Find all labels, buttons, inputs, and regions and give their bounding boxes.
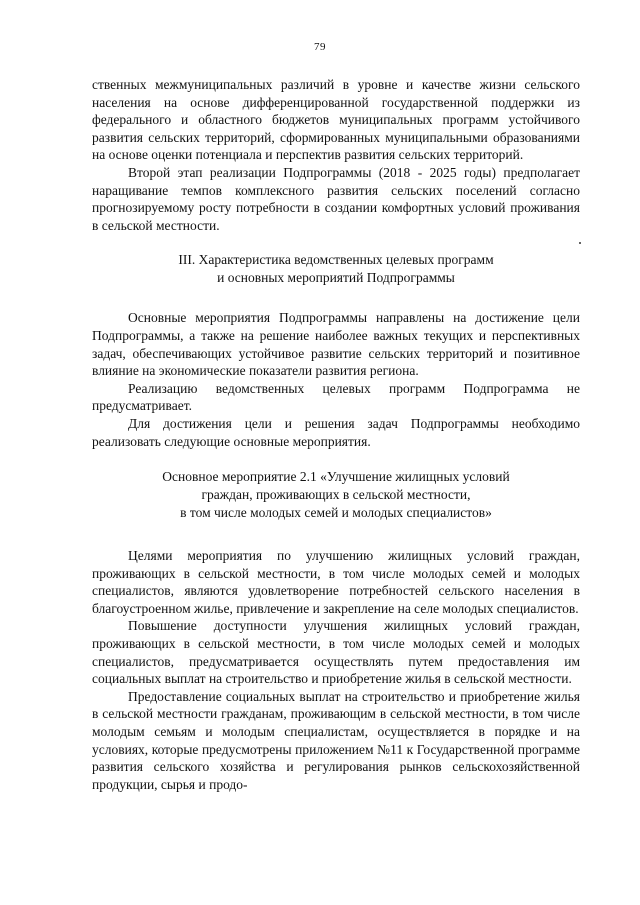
measure-paragraph: Повышение доступности улучшения жилищных условий граждан, проживающих в сельской местности, в том числе молодых семей и молодых специалистов, предусматривается осуществлять путем предоставления им социальных выплат на строительство и приобретение жилья в сельской местности. — [92, 618, 580, 687]
stage-paragraph: Второй этап реализации Подпрограммы (2018 - 2025 годы) предполагает наращивание темпов комплексного развития сельских поселений согласно прогнозируемому росту потребности в создании комфортных условий проживания в сельской местности. — [92, 164, 580, 233]
scan-speck — [579, 242, 581, 244]
measure-paragraph: Целями мероприятия по улучшению жилищных условий граждан, проживающих в сельской местности, в том числе молодых семей и молодых специалистов, являются удовлетворение потребностей сельского населения в благоустроенном жилье, привлечение и закрепление на селе молодых специалистов. — [92, 548, 580, 616]
page-number: 79 — [314, 41, 326, 53]
measure-heading-line: Основное мероприятие 2.1 «Улучшение жилищных условий — [162, 469, 510, 485]
measure-heading — [92, 468, 580, 522]
measure-paragraph: Предоставление социальных выплат на строительство и приобретение жилья в сельской местности гражданам, проживающим в сельской местности, в том числе молодым семьям и молодым специалистам, осуществляется в порядке и на условиях, которые предусмотрены приложением №11 к Государственной программе развития сельского хозяйства и регулирования рынков сельскохозяйственной продукции, сырья и продо- — [92, 688, 580, 792]
section-paragraph: Реализацию ведомственных целевых программ Подпрограмма не предусматривает. — [92, 380, 580, 414]
measure-heading-line: граждан, проживающих в сельской местности, — [201, 487, 471, 503]
section-heading-line: и основных мероприятий Подпрограммы — [217, 270, 455, 286]
section-heading — [92, 251, 580, 287]
intro-paragraph: ственных межмуниципальных различий в уровне и качестве жизни сельского населения на основе дифференцированной государственной поддержки из федерального и областного бюджетов муниципальных программ устойчивого развития сельских территорий, сформированных муниципальными образованиями на основе оценки потенциала и перспектив развития сельских территорий. — [92, 77, 580, 163]
section-paragraph: Для достижения цели и решения задач Подпрограммы необходимо реализовать следующие основные мероприятия. — [92, 415, 580, 449]
measure-heading-line: в том числе молодых семей и молодых специалистов» — [180, 505, 492, 521]
section-paragraph: Основные мероприятия Подпрограммы направлены на достижение цели Подпрограммы, а также на решение наиболее важных текущих и перспективных задач, обеспечивающих устойчивое развитие сельских территорий и позитивное влияние на экономические показатели развития региона. — [92, 310, 580, 379]
document-body — [92, 76, 580, 793]
section-heading-line: III. Характеристика ведомственных целевых программ — [178, 252, 494, 268]
